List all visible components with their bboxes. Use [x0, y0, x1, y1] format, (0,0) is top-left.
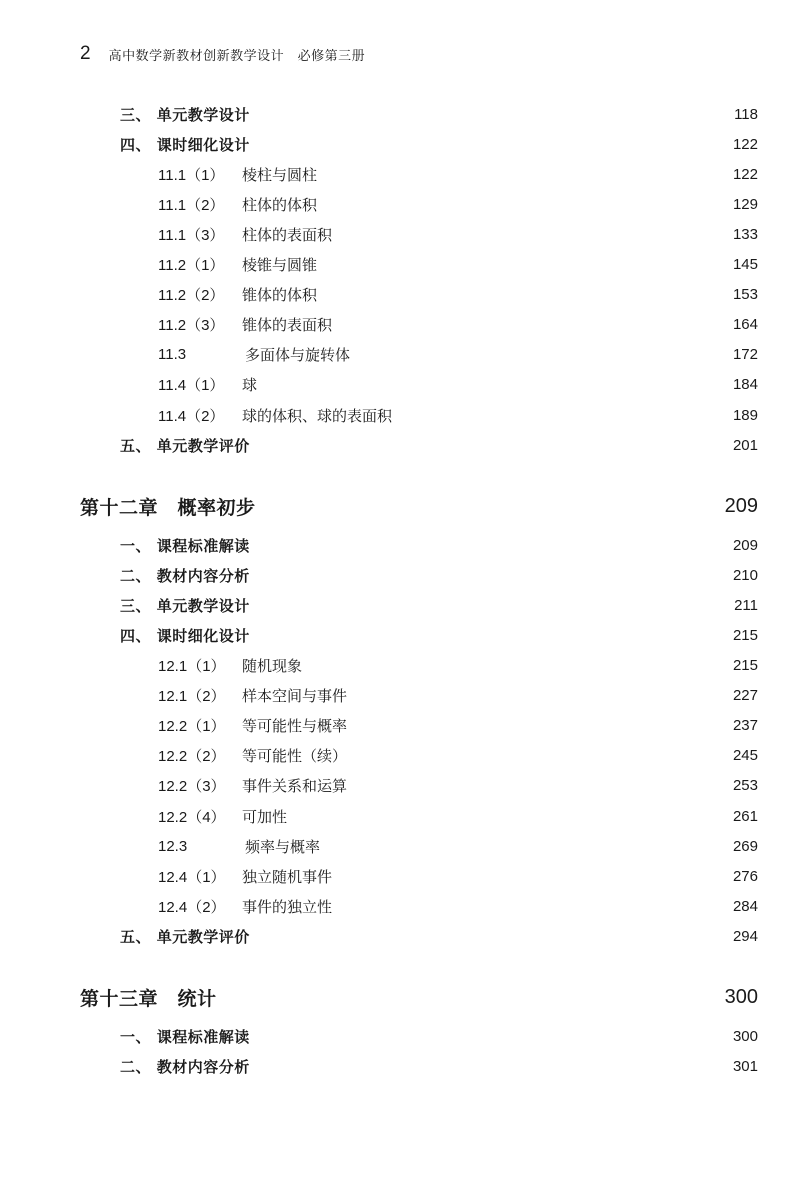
toc-section-row[interactable] [0, 623, 790, 647]
toc-section-row[interactable] [0, 593, 790, 617]
toc-page-number: 129 [732, 195, 758, 213]
toc-entry-title: 柱体的体积 [242, 195, 318, 214]
toc-page-number: 294 [732, 927, 758, 945]
toc-section-title: 二、 教材内容分析 [120, 566, 250, 585]
toc-entry-row[interactable] [0, 313, 790, 337]
toc-page-number: 215 [732, 626, 758, 644]
toc-section-row[interactable] [0, 563, 790, 587]
toc-page-number: 164 [732, 316, 758, 334]
toc-entry-number: 11.1（1） [158, 166, 225, 184]
toc-entry-row[interactable] [0, 804, 790, 828]
toc-page-number: 209 [732, 536, 758, 554]
toc-entry-row[interactable] [0, 774, 790, 798]
toc-entry-row[interactable] [0, 192, 790, 216]
toc-entry-title: 事件关系和运算 [242, 777, 348, 796]
toc-section-title: 五、 单元教学评价 [120, 436, 250, 455]
toc-section-row[interactable] [0, 533, 790, 557]
toc-section-row[interactable] [0, 132, 790, 156]
toc-entry-title: 锥体的体积 [242, 286, 318, 305]
toc-entry-number: 11.4（1） [158, 377, 225, 395]
toc-page-number: 300 [724, 985, 758, 1008]
toc-entry-row[interactable] [0, 684, 790, 708]
toc-page-number: 118 [734, 105, 758, 123]
toc-entry-number: 12.2（2） [158, 748, 226, 766]
toc-entry-row[interactable] [0, 343, 790, 367]
toc-entry-title: 等可能性（续） [242, 747, 348, 766]
toc-page-number: 300 [732, 1027, 758, 1045]
toc-entry-title: 等可能性与概率 [242, 717, 348, 736]
toc-entry-title: 球 [242, 376, 258, 395]
toc-entry-title: 事件的独立性 [242, 897, 333, 916]
toc-page-number: 284 [732, 897, 758, 915]
toc-page-number: 153 [732, 286, 758, 304]
toc-entry-row[interactable] [0, 894, 790, 918]
toc-entry-row[interactable] [0, 654, 790, 678]
page-number: 2 [80, 43, 91, 64]
toc-entry-number: 12.3 [158, 837, 188, 855]
toc-entry-title: 锥体的表面积 [242, 316, 333, 335]
toc-page-number: 122 [732, 135, 758, 153]
toc-entry-row[interactable] [0, 283, 790, 307]
toc-entry-number: 12.1（1） [158, 658, 226, 675]
toc-entry-number: 11.2（1） [158, 257, 225, 274]
toc-entry-row[interactable] [0, 162, 790, 186]
toc-entry-number: 11.2（3） [158, 317, 225, 335]
toc-section-row[interactable] [0, 1055, 790, 1079]
toc-section-title: 二、 教材内容分析 [120, 1058, 250, 1076]
toc-section-title: 五、 单元教学评价 [120, 927, 250, 946]
toc-entry-number: 11.1（3） [158, 226, 225, 244]
toc-page-number: 215 [732, 657, 758, 674]
toc-chapter-row[interactable] [0, 982, 790, 1012]
toc-section-row[interactable] [0, 102, 790, 126]
toc-entry-title: 柱体的表面积 [242, 225, 333, 244]
toc-entry-number: 12.2（1） [158, 718, 226, 736]
toc-page-number: 209 [724, 494, 758, 517]
toc-entry-number: 11.3 [158, 346, 187, 364]
toc-page-number: 145 [732, 256, 758, 273]
toc-page-number: 276 [732, 867, 758, 885]
toc-chapter-title: 第十三章 统计 [80, 987, 217, 1010]
toc-entry-row[interactable] [0, 714, 790, 738]
toc-section-row[interactable] [0, 433, 790, 457]
toc-entry-row[interactable] [0, 744, 790, 768]
toc-page-number: 211 [734, 596, 758, 614]
toc-entry-row[interactable] [0, 864, 790, 888]
toc-page-number: 227 [732, 687, 758, 705]
toc-section-title: 三、 单元教学设计 [120, 596, 250, 615]
toc-entry-number: 12.4（2） [158, 898, 226, 916]
toc-entry-row[interactable] [0, 834, 790, 858]
toc-entry-row[interactable] [0, 373, 790, 397]
toc-entry-title: 可加性 [242, 807, 288, 826]
toc-page-number: 189 [732, 406, 758, 424]
toc-page-number: 172 [732, 346, 758, 364]
toc-page-number: 245 [732, 747, 758, 765]
book-title: 高中数学新教材创新教学设计 必修第三册 [108, 48, 366, 64]
toc-section-row[interactable] [0, 924, 790, 948]
toc-entry-title: 随机现象 [242, 657, 303, 675]
toc-entry-title: 独立随机事件 [242, 867, 333, 886]
toc-entry-number: 11.4（2） [158, 407, 225, 425]
toc-section-title: 四、 课时细化设计 [120, 135, 250, 154]
toc-section-row[interactable] [0, 1024, 790, 1048]
page-header [80, 42, 365, 66]
toc-entry-title: 棱锥与圆锥 [242, 256, 318, 274]
toc-page-number: 184 [732, 376, 758, 394]
toc-page-number: 301 [732, 1058, 758, 1075]
toc-entry-number: 12.2（3） [158, 778, 226, 796]
toc-section-title: 三、 单元教学设计 [120, 105, 250, 124]
toc-entry-title: 棱柱与圆柱 [242, 165, 318, 184]
toc-chapter-row[interactable] [0, 491, 790, 521]
toc-page-number: 261 [732, 807, 758, 825]
toc-entry-number: 12.4（1） [158, 868, 226, 886]
toc-entry-row[interactable] [0, 253, 790, 277]
toc-section-title: 一、 课程标准解读 [120, 1027, 250, 1046]
toc-section-title: 四、 课时细化设计 [120, 626, 250, 645]
toc-entry-title: 频率与概率 [245, 837, 321, 856]
toc-section-title: 一、 课程标准解读 [120, 536, 250, 555]
toc-page-number: 253 [732, 777, 758, 795]
toc-entry-number: 12.1（2） [158, 688, 226, 706]
toc-chapter-title: 第十二章 概率初步 [80, 496, 256, 519]
toc-entry-row[interactable] [0, 222, 790, 246]
toc-entry-title: 多面体与旋转体 [245, 346, 351, 365]
toc-entry-number: 12.2（4） [158, 808, 226, 826]
toc-page-number: 210 [732, 566, 758, 584]
toc-entry-number: 11.1（2） [158, 196, 225, 214]
toc-entry-row[interactable] [0, 403, 790, 427]
toc-page-number: 133 [732, 225, 758, 243]
toc-page-number: 201 [732, 436, 758, 454]
toc-page-number: 237 [732, 717, 758, 735]
toc-entry-title: 样本空间与事件 [242, 687, 348, 706]
toc-entry-number: 11.2（2） [158, 287, 225, 305]
toc-page-number: 122 [732, 165, 758, 183]
toc-page-number: 269 [732, 837, 758, 855]
toc-entry-title: 球的体积、球的表面积 [242, 406, 393, 425]
